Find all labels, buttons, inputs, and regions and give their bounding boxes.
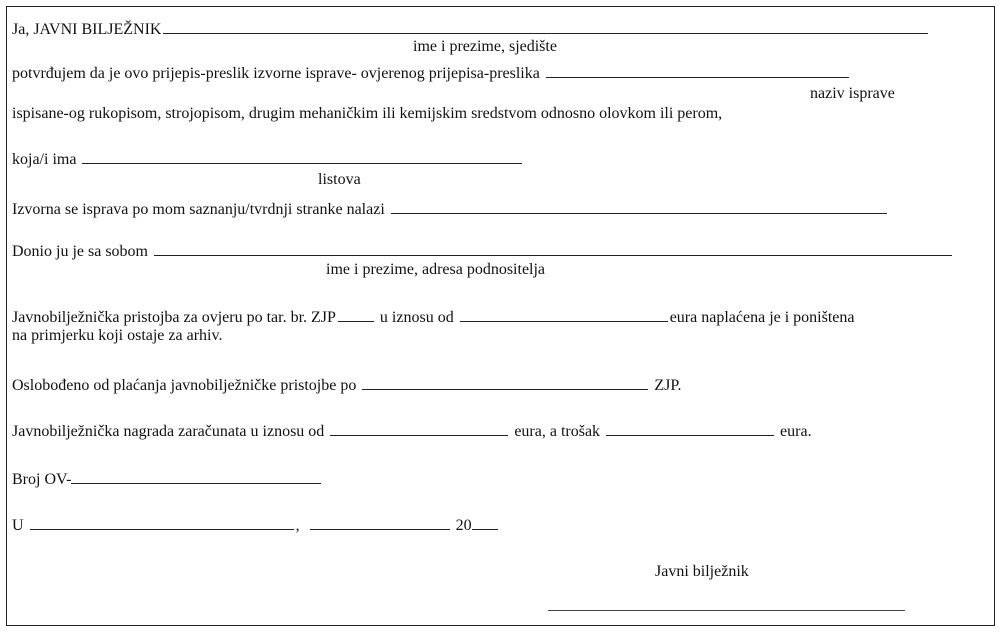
place-date-row: [12, 515, 500, 535]
sheets-label: koja/i ima: [12, 151, 77, 168]
tariff-number-field[interactable]: [338, 307, 374, 322]
notary-label: Ja, JAVNI BILJEŽNIK: [12, 21, 162, 38]
document-row: [12, 63, 851, 83]
date-field[interactable]: [310, 515, 450, 530]
number-row: [12, 469, 323, 489]
fee-amount-label: u iznosu od: [379, 309, 454, 326]
reward-label: Javnobilježnička nagrada zaračunata u iznosu od: [12, 423, 325, 440]
place-field[interactable]: [30, 515, 294, 530]
cost-amount-field[interactable]: [606, 421, 774, 436]
fee-archive-text: na primjerku koji ostaje za arhiv.: [12, 327, 223, 344]
fee-label: Javnobilježnička pristojba za ovjeru po tar. br. ZJP: [12, 309, 336, 326]
submitter-field[interactable]: [154, 241, 952, 256]
exempt-suffix: ZJP.: [654, 377, 682, 394]
notary-name-field[interactable]: [163, 19, 928, 34]
exempt-label: Oslobođeno od plaćanja javnobilježničke pristojbe po: [12, 377, 357, 394]
reward-row: [12, 421, 812, 441]
number-field[interactable]: [71, 469, 321, 484]
exempt-row: [12, 375, 681, 395]
fee-row: [12, 307, 855, 327]
sheets-caption: listova: [318, 171, 361, 188]
comma: ,: [295, 517, 300, 534]
location-row: [12, 199, 889, 219]
reward-amount-field[interactable]: [330, 421, 508, 436]
submitter-label: Donio ju je sa sobom: [12, 243, 148, 260]
sheets-row: [12, 149, 524, 169]
signature-field[interactable]: [548, 610, 905, 611]
location-field[interactable]: [391, 199, 887, 214]
fee-amount-field[interactable]: [460, 307, 668, 322]
cost-suffix: eura.: [780, 423, 812, 440]
notary-row: [12, 19, 930, 39]
fee-suffix: eura naplaćena je i poništena: [669, 309, 855, 326]
cost-label: eura, a trošak: [514, 423, 601, 440]
year-field[interactable]: [472, 515, 498, 530]
document-name-field[interactable]: [546, 63, 849, 78]
location-label: Izvorna se isprava po mom saznanju/tvrdnji stranke nalazi: [12, 201, 385, 218]
place-label: U: [12, 517, 24, 534]
submitter-row: [12, 241, 954, 261]
document-caption: naziv isprave: [810, 85, 895, 102]
submitter-caption: ime i prezime, adresa podnositelja: [326, 261, 546, 278]
document-label: potvrđujem da je ovo prijepis-preslik izvorne isprave- ovjerenog prijepisa-preslika: [12, 65, 540, 82]
sheets-field[interactable]: [82, 149, 522, 164]
signature-label: Javni bilježnik: [655, 563, 749, 580]
year-prefix: 20: [455, 517, 472, 534]
written-by-text: ispisane-og rukopisom, strojopisom, drugim mehaničkim ili kemijskim sredstvom odnosno olovkom ili perom,: [12, 105, 723, 122]
number-label: Broj OV-: [12, 471, 72, 488]
notary-caption: ime i prezime, sjedište: [413, 38, 557, 55]
exempt-field[interactable]: [362, 375, 648, 390]
